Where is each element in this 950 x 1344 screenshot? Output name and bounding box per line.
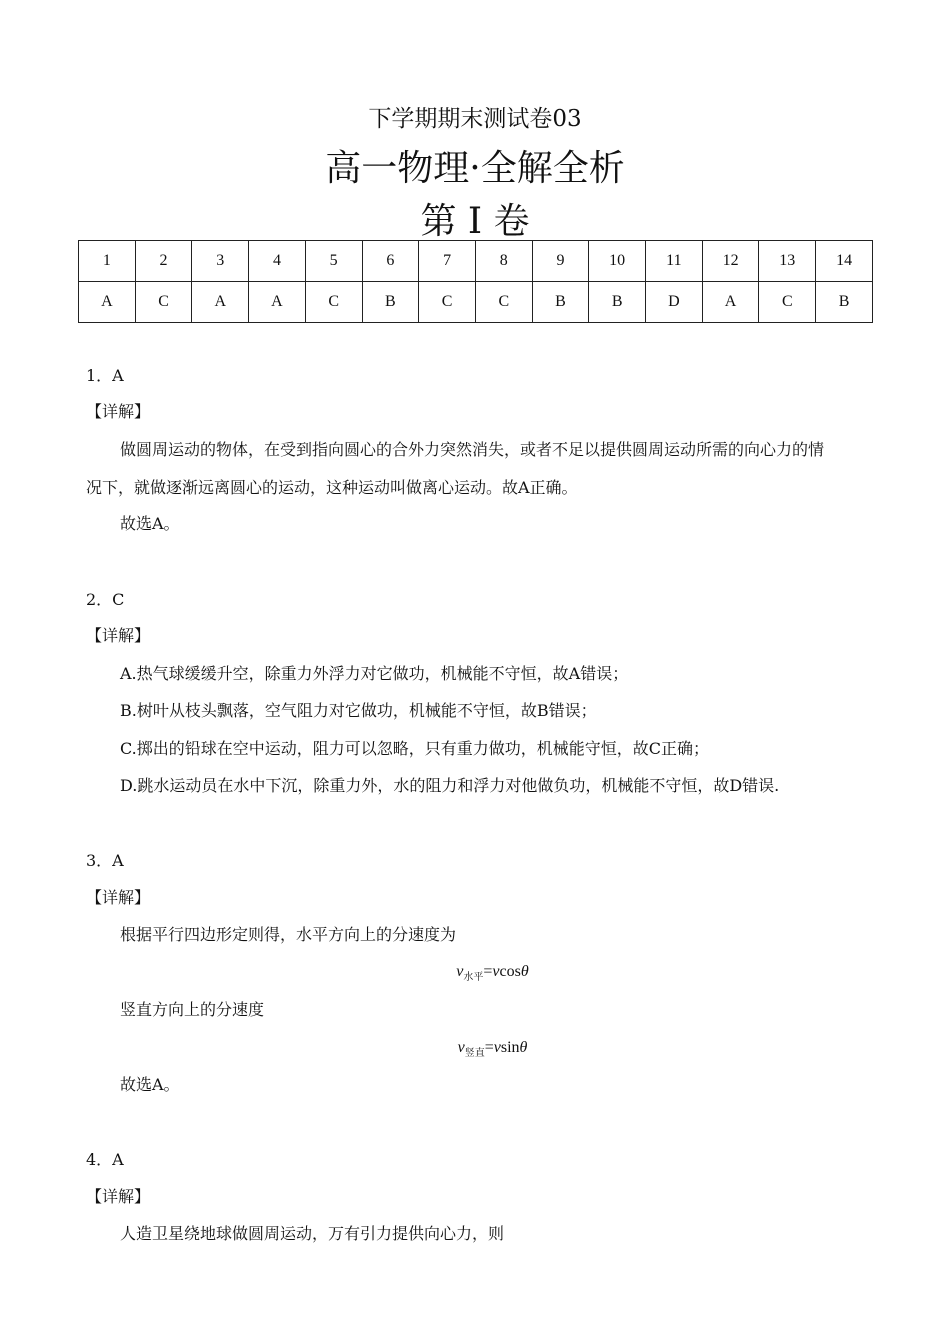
answer-cell: B — [589, 282, 646, 323]
answer-cell: C — [419, 282, 476, 323]
answer-cell: A — [249, 282, 306, 323]
q3-conclusion: 故选A。 — [120, 1075, 180, 1094]
answer-table — [78, 240, 873, 323]
q3-paragraph-2: 竖直方向上的分速度 — [120, 1000, 265, 1019]
question-number-cell: 1 — [79, 241, 136, 282]
formula-subscript: 竖直 — [464, 1048, 485, 1060]
formula-subscript: 水平 — [463, 972, 484, 984]
q1-conclusion: 故选A。 — [120, 514, 180, 533]
formula-function: sin — [500, 1039, 520, 1056]
q3-detail-tag: 【详解】 — [86, 888, 151, 907]
formula-variable: v — [456, 963, 464, 980]
question-number-cell: 14 — [816, 241, 873, 282]
q2-option-c: C.掷出的铅球在空中运动，阻力可以忽略，只有重力做功，机械能守恒，故C正确； — [120, 739, 710, 758]
formula-angle: θ — [519, 1039, 528, 1056]
q2-option-d: D.跳水运动员在水中下沉，除重力外，水的阻力和浮力对他做负功，机械能不守恒，故D错误. — [120, 776, 780, 795]
answer-cell: A — [702, 282, 759, 323]
exam-subtitle: 下学期期末测试卷03 — [368, 106, 582, 132]
answer-cell: C — [305, 282, 362, 323]
q2-heading: 2．C — [86, 590, 125, 609]
formula-angle: θ — [520, 963, 529, 980]
q4-detail-tag: 【详解】 — [86, 1187, 151, 1206]
volume-title: 第 I 卷 — [420, 201, 530, 242]
formula-equals: = — [483, 963, 493, 980]
answer-cell: B — [816, 282, 873, 323]
answer-table-answer-row — [79, 282, 873, 323]
formula-variable: v — [492, 963, 500, 980]
question-number-cell: 4 — [249, 241, 306, 282]
answer-cell: A — [79, 282, 136, 323]
question-number-cell: 7 — [419, 241, 476, 282]
q1-paragraph-line1: 做圆周运动的物体，在受到指向圆心的合外力突然消失，或者不足以提供圆周运动所需的向心力的情 — [120, 440, 825, 459]
answer-cell: C — [475, 282, 532, 323]
formula-variable: v — [493, 1039, 501, 1056]
q1-heading: 1．A — [86, 366, 124, 385]
question-number-cell: 10 — [589, 241, 646, 282]
q4-heading: 4．A — [86, 1150, 124, 1169]
question-number-cell: 2 — [135, 241, 192, 282]
question-number-cell: 12 — [702, 241, 759, 282]
answer-cell: A — [192, 282, 249, 323]
q2-option-b: B.树叶从枝头飘落，空气阻力对它做功，机械能不守恒，故B错误； — [120, 701, 597, 720]
formula-variable: v — [457, 1039, 465, 1056]
exam-title: 高一物理·全解全析 — [325, 148, 625, 189]
question-number-cell: 5 — [305, 241, 362, 282]
q3-formula-vertical — [0, 1038, 950, 1064]
q2-detail-tag: 【详解】 — [86, 626, 151, 645]
answer-cell: C — [759, 282, 816, 323]
q2-option-a: A.热气球缓缓升空，除重力外浮力对它做功，机械能不守恒，故A错误； — [120, 664, 629, 683]
answer-cell: B — [362, 282, 419, 323]
question-number-cell: 9 — [532, 241, 589, 282]
formula-function: cos — [499, 963, 521, 980]
q4-paragraph-1: 人造卫星绕地球做圆周运动，万有引力提供向心力，则 — [120, 1224, 505, 1243]
question-number-cell: 13 — [759, 241, 816, 282]
answer-table-number-row — [79, 241, 873, 282]
answer-cell: D — [646, 282, 703, 323]
answer-cell: C — [135, 282, 192, 323]
q3-heading: 3．A — [86, 851, 124, 870]
q3-formula-horizontal — [0, 962, 950, 988]
answer-cell: B — [532, 282, 589, 323]
formula-equals: = — [484, 1039, 494, 1056]
question-number-cell: 3 — [192, 241, 249, 282]
q1-detail-tag: 【详解】 — [86, 402, 151, 421]
question-number-cell: 6 — [362, 241, 419, 282]
question-number-cell: 8 — [475, 241, 532, 282]
question-number-cell: 11 — [646, 241, 703, 282]
q3-paragraph-1: 根据平行四边形定则得，水平方向上的分速度为 — [120, 925, 457, 944]
q1-paragraph-line2: 况下，就做逐渐远离圆心的运动，这种运动叫做离心运动。故A正确。 — [86, 478, 578, 497]
